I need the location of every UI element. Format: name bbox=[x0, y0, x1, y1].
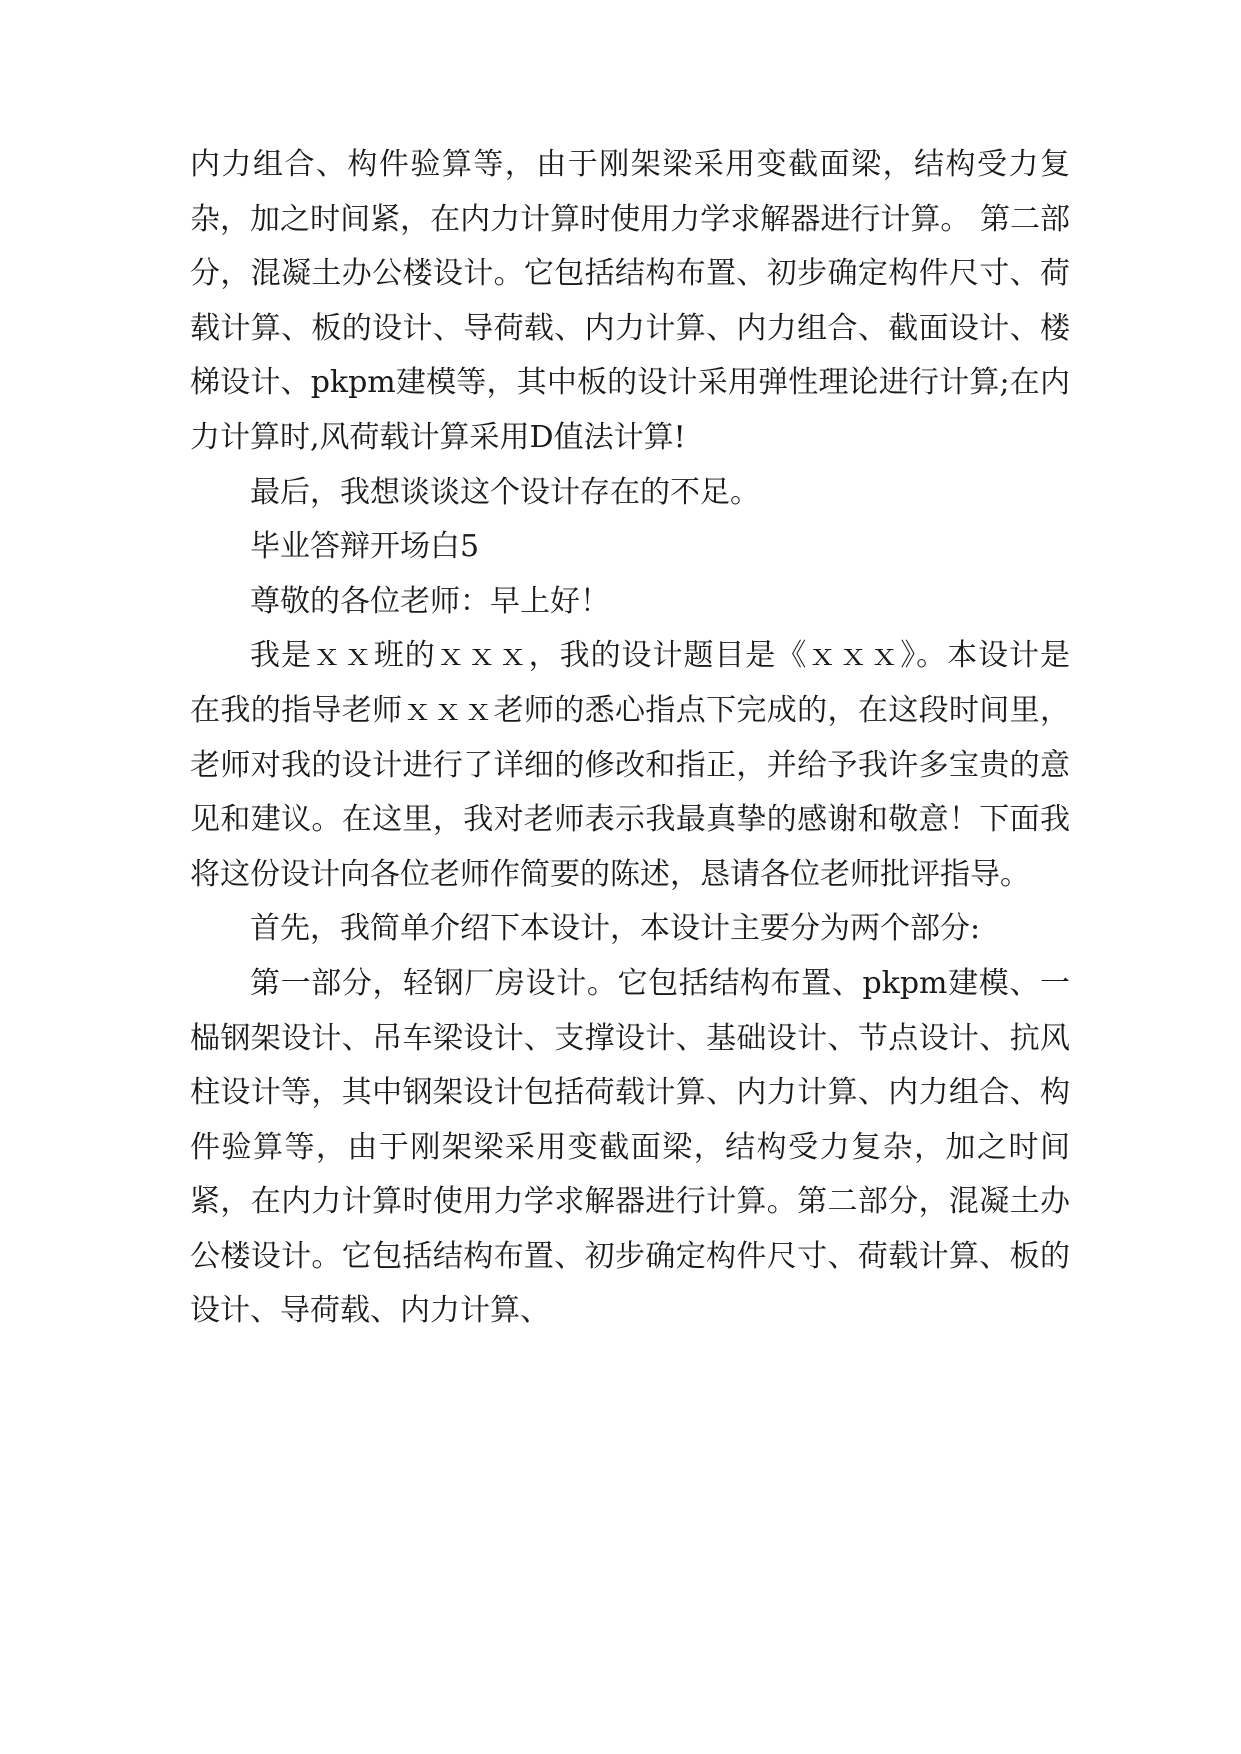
paragraph-1: 内力组合、构件验算等，由于刚架梁采用变截面梁，结构受力复杂，加之时间紧，在内力计算时使用力学求解器进行计算。 第二部分，混凝土办公楼设计。它包括结构布置、初步确定构件尺寸、荷载计算、板的设计、导荷载、内力计算、内力组合、截面设计、楼梯设计、pkpm建模等，其中板的设计采用弹性理论进行计算;在内力计算时,风荷载计算采用D值法计算! bbox=[190, 147, 1070, 455]
paragraph-2: 最后，我想谈谈这个设计存在的不足。 bbox=[250, 474, 760, 510]
paragraph-overview: 首先，我简单介绍下本设计，本设计主要分为两个部分: bbox=[250, 911, 981, 947]
section-heading: 毕业答辩开场白5 bbox=[250, 529, 480, 565]
document-body bbox=[190, 138, 1070, 1339]
paragraph-part-one: 第一部分，轻钢厂房设计。它包括结构布置、pkpm建模、一榀钢架设计、吊车梁设计、支撑设计、基础设计、节点设计、抗风柱设计等，其中钢架设计包括荷载计算、内力计算、内力组合、构件验算等，由于刚架梁采用变截面梁，结构受力复杂，加之时间紧，在内力计算时使用力学求解器进行计算。第二部分，混凝土办公楼设计。它包括结构布置、初步确定构件尺寸、荷载计算、板的设计、导荷载、内力计算、 bbox=[190, 965, 1070, 1329]
paragraph-introduction: 我是ｘｘ班的ｘｘｘ，我的设计题目是《ｘｘｘ》。本设计是在我的指导老师ｘｘｘ老师的悉心指点下完成的，在这段时间里，老师对我的设计进行了详细的修改和指正，并给予我许多宝贵的意见和建议。在这里，我对老师表示我最真挚的感谢和敬意！下面我将这份设计向各位老师作简要的陈述，恳请各位老师批评指导。 bbox=[190, 638, 1070, 892]
paragraph-greeting: 尊敬的各位老师：早上好！ bbox=[250, 583, 610, 619]
